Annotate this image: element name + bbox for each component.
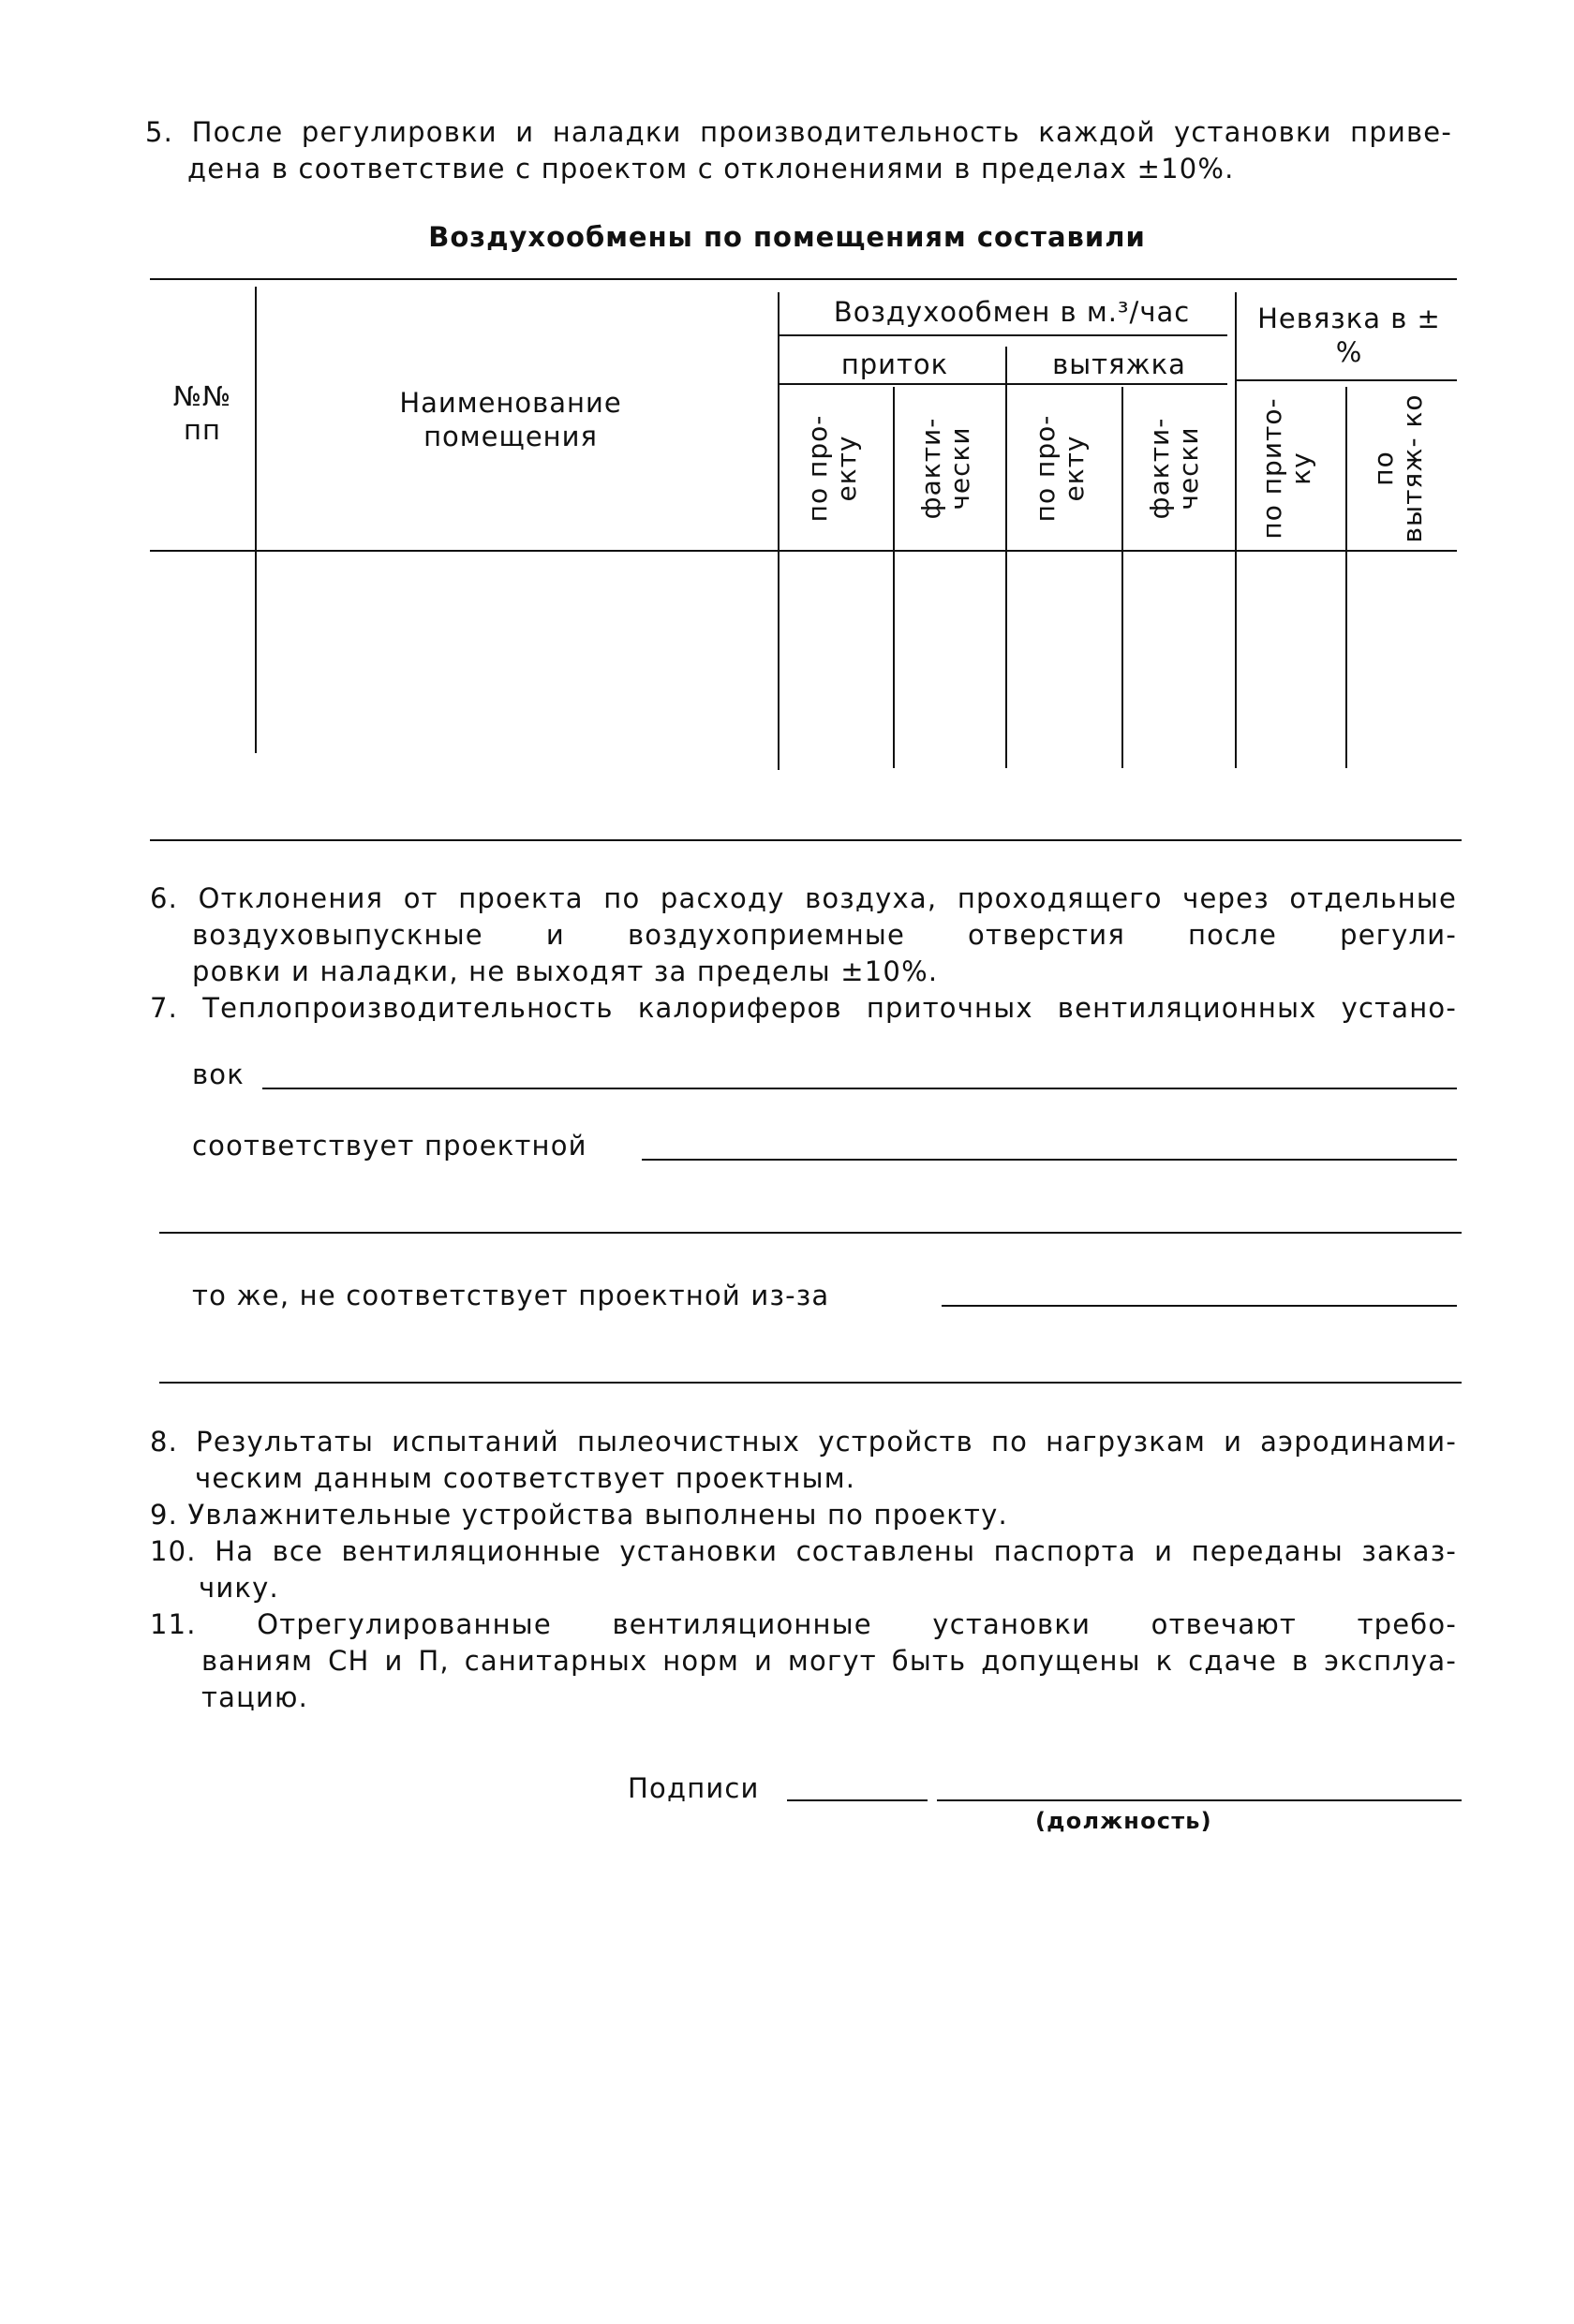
item-5-line-1: 5. После регулировки и наладки производительность каждой установки приве- (145, 116, 1452, 148)
sub-header-project-exhaust: по про- екту (1030, 414, 1090, 523)
item-11-number: 11. (150, 1608, 197, 1640)
item-7-line-2: вок (192, 1058, 245, 1090)
col-divider-6 (1235, 292, 1237, 768)
table-bottom-border (150, 839, 1462, 841)
supply-exhaust-underline (778, 383, 1227, 385)
sub-header-actual-exhaust: факти- чески (1144, 417, 1204, 520)
position-caption: (должность) (1035, 1808, 1212, 1834)
corresponds-label: соответствует проектной (192, 1130, 587, 1162)
col-divider-1 (255, 287, 257, 753)
item-6-line-3: ровки и наладки, не выходят за пределы ±10%. (192, 955, 939, 987)
item-5-line-2: дена в соответствие с проектом с отклонениями в пределах ±10%. (187, 153, 1235, 185)
item-10-line-1: 10. На все вентиляционные установки составлены паспорта и переданы заказ- (150, 1535, 1457, 1567)
sub-header-by-supply: по прито- ку (1256, 397, 1316, 540)
item-6-line-2: воздуховыпускные и воздухоприемные отверстия после регули- (192, 919, 1457, 951)
col-header-number: №№ пп (172, 380, 232, 446)
group-header-supply: приток (840, 348, 949, 380)
item-6-number: 6. (150, 882, 179, 914)
item-10-number: 10. (150, 1535, 197, 1567)
sub-header-actual-supply: факти- чески (915, 417, 975, 520)
item-9-number: 9. (150, 1499, 179, 1531)
col-divider-3 (893, 387, 895, 768)
group-header-exhaust: вытяжка (1052, 348, 1186, 380)
item-11-line-3: тацию. (201, 1681, 309, 1713)
signature-line-1 (787, 1799, 928, 1801)
col-divider-2 (778, 292, 780, 770)
col-divider-7 (1345, 387, 1347, 768)
item-7-line-1: 7. Теплопроизводительность калориферов приточных вентиляционных устано- (150, 992, 1457, 1024)
table-title: Воздухообмены по помещениям составили (428, 221, 1146, 253)
table-header-bottom-border (150, 550, 1457, 552)
table-top-border (150, 278, 1457, 280)
item-10-line-2: чику. (199, 1572, 279, 1604)
item-8-line-1: 8. Результаты испытаний пылеочистных устройств по нагрузкам и аэродинами- (150, 1426, 1458, 1458)
item-5-number: 5. (145, 116, 174, 148)
item-6-line-1: 6. Отклонения от проекта по расходу воздуха, проходящего через отдельные (150, 882, 1457, 914)
sub-header-by-exhaust: по вытяж- ко (1368, 393, 1428, 543)
item-9-line-1: 9. Увлажнительные устройства выполнены по проекту. (150, 1499, 1008, 1531)
group-header-discrepancy: Невязка в ±% (1257, 303, 1441, 368)
item-8-number: 8. (150, 1426, 179, 1458)
fill-line-corresponds (642, 1159, 1457, 1161)
item-8-line-2: ческим данным соответствует проектным. (195, 1462, 856, 1494)
item-7-number: 7. (150, 992, 179, 1024)
signature-label: Подписи (628, 1772, 760, 1804)
col-header-room: Наименование помещения (399, 387, 622, 452)
item-11-line-1: 11. Отрегулированные вентиляционные установки отвечают требо- (150, 1608, 1457, 1640)
sub-header-project-supply: по про- екту (802, 414, 862, 523)
discrepancy-underline (1237, 379, 1457, 381)
item-11-line-2: ваниям СН и П, санитарных норм и могут быть допущены к сдаче в эксплуа- (201, 1645, 1457, 1677)
not-corresponds-label: то же, не соответствует проектной из-за (192, 1280, 830, 1311)
fill-line-blank-1 (159, 1232, 1462, 1234)
col-divider-5 (1121, 387, 1123, 768)
signature-line-2 (937, 1799, 1462, 1801)
fill-line-blank-2 (159, 1382, 1462, 1384)
airflow-group-underline (778, 334, 1227, 336)
fill-line-installations (262, 1088, 1457, 1089)
col-divider-4 (1005, 347, 1007, 768)
fill-line-not-corresponds (942, 1305, 1457, 1307)
group-header-airflow: Воздухообмен в м.³/час (833, 296, 1191, 328)
